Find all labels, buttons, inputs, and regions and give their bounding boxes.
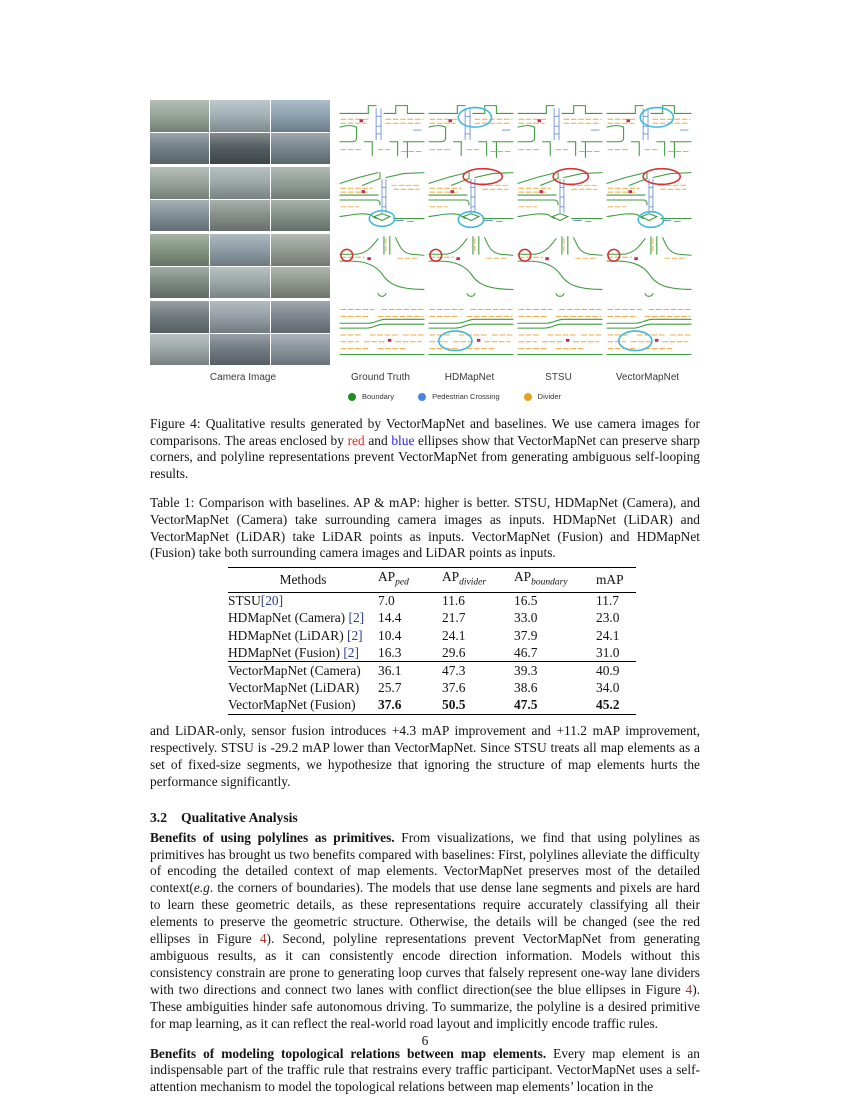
value-cell: 21.7 <box>442 610 466 626</box>
camera-photo <box>210 334 269 366</box>
boundary-dot-icon <box>348 393 356 401</box>
cyan-ellipse-annotation <box>458 108 491 128</box>
citation-link[interactable]: [2] <box>347 627 363 643</box>
section-title: Qualitative Analysis <box>181 809 298 825</box>
value-cell: 46.7 <box>514 644 538 660</box>
header-ap-boundary: $AP_{boundary}$ <box>514 568 568 588</box>
map-panel-ground-truth <box>339 234 425 298</box>
text-segment: ellipses show that VectorMapNet can preserve sharp corners, and polyline representations prevent VectorMapNet from generating ambiguous self-looping results. <box>150 432 700 481</box>
map-panel-vectormapnet <box>606 234 692 298</box>
red-ellipse-annotation <box>430 249 442 261</box>
value-cell: 47.5 <box>514 697 538 713</box>
value-cell: 34.0 <box>596 680 620 696</box>
column-label-vectormapnet: VectorMapNet <box>615 372 680 383</box>
cyan-ellipse-annotation <box>439 331 472 351</box>
body-paragraph-polylines <box>150 830 700 1033</box>
table-caption: Table 1: Comparison with baselines. AP & mAP: higher is better. STSU, HDMapNet (Camera), and VectorMapNet (Camera) take surrounding camera images as inputs. HDMapNet (LiDAR) and VectorMapNet (LiDAR) take LiDAR points as inputs. VectorMapNet (Fusion) and HDMapNet (Fusion) take both surrounding camera images and LiDAR points as inputs. <box>150 495 700 561</box>
ego-marker <box>361 190 365 193</box>
camera-photo <box>150 234 209 266</box>
ego-marker <box>545 257 549 260</box>
text-segment: Benefits of using polylines as primitives. <box>150 829 395 845</box>
value-cell: 10.4 <box>378 627 402 643</box>
text-segment: Every map element is an indispensable part of the traffic rule that restrains every traffic participant. VectorMapNet uses a self-attention mechanism to model the topological relations between map elements’ location in the <box>150 1045 700 1095</box>
value-cell: 14.4 <box>378 610 402 626</box>
text-segment: ). These ambiguities hinder safe autonomous driving. To summarize, the polyline is a desired primitive for map learning, as it can reflect the real-world road layout and implicitly encode traffic rules. <box>150 981 700 1031</box>
method-cell: HDMapNet (LiDAR) [2] <box>228 627 363 643</box>
red-ellipse-annotation <box>643 169 680 185</box>
camera-photo <box>271 301 330 333</box>
map-panel-hdmapnet <box>428 167 514 231</box>
camera-photo <box>210 133 269 165</box>
camera-image-grid <box>150 234 330 298</box>
citation-link[interactable]: [20] <box>260 593 284 609</box>
value-cell: 37.9 <box>514 627 538 643</box>
text-segment: . the corners of boundaries). The models that use dense lane segments and pixels are hard to learn these geometric details, as these representations require accurately classifying all their elements to preserve the geometric structure. Otherwise, the details will be changed (see the red ellipses in Figure <box>150 880 700 947</box>
figure-ref-link[interactable]: 4 <box>259 931 267 947</box>
camera-photo <box>150 167 209 199</box>
figure-caption <box>150 416 700 482</box>
method-cell: HDMapNet (Fusion) [2] <box>228 644 359 660</box>
body-paragraph-topological <box>150 1046 700 1097</box>
camera-photo <box>271 267 330 299</box>
header-methods: Methods <box>279 571 327 587</box>
citation-link[interactable]: [2] <box>343 644 359 660</box>
value-cell: 50.5 <box>442 697 466 713</box>
value-cell: 31.0 <box>596 644 620 660</box>
value-cell: 39.3 <box>514 662 538 678</box>
camera-photo <box>150 100 209 132</box>
value-cell: 38.6 <box>514 680 538 696</box>
camera-photo <box>150 133 209 165</box>
value-cell: 45.2 <box>596 697 620 713</box>
value-cell: 11.6 <box>442 593 465 609</box>
ego-marker <box>477 339 481 342</box>
value-cell: 25.7 <box>378 680 402 696</box>
legend-item <box>348 392 394 401</box>
figure-row <box>150 301 700 365</box>
camera-photo <box>150 200 209 232</box>
figure-column-labels <box>150 372 700 383</box>
figure-row <box>150 167 700 231</box>
figure-4 <box>150 100 700 365</box>
value-cell: 29.6 <box>442 644 466 660</box>
ego-marker <box>627 119 631 122</box>
map-panel-hdmapnet <box>428 234 514 298</box>
camera-photo <box>150 301 209 333</box>
cyan-ellipse-annotation <box>640 108 673 128</box>
header-map: mAP <box>596 571 624 587</box>
section-number: 3.2 <box>150 809 167 825</box>
column-label-stsu: STSU <box>545 372 572 383</box>
text-segment: blue <box>391 432 415 448</box>
value-cell: 47.3 <box>442 662 466 678</box>
text-segment: Figure 4: Qualitative results generated by VectorMapNet and baselines. We use camera images for comparisons. The areas enclosed by <box>150 416 700 448</box>
camera-photo <box>150 334 209 366</box>
value-cell: 11.7 <box>596 593 619 609</box>
map-panel-ground-truth <box>339 167 425 231</box>
page-content <box>150 100 700 1096</box>
text-segment: Benefits of modeling topological relations between map elements. <box>150 1045 547 1061</box>
ego-marker <box>634 257 638 260</box>
citation-link[interactable]: [2] <box>348 610 365 626</box>
value-cell: 40.9 <box>596 662 620 678</box>
value-cell: 23.0 <box>596 610 620 626</box>
map-panel-stsu <box>517 167 603 231</box>
header-ap-ped: $AP_{ped}$ <box>378 568 409 588</box>
figure-row <box>150 234 700 298</box>
value-cell: 24.1 <box>442 627 466 643</box>
figure-ref-link[interactable]: 4 <box>685 981 693 997</box>
comparison-table <box>228 567 636 715</box>
table-row <box>228 610 636 627</box>
section-heading-3-2 <box>150 810 700 826</box>
page-number: 6 <box>421 1033 429 1048</box>
camera-photo <box>271 133 330 165</box>
camera-photo <box>210 301 269 333</box>
cyan-ellipse-annotation <box>619 331 652 351</box>
camera-photo <box>271 334 330 366</box>
text-segment: From visualizations, we find that using polylines as primitives has brought us two benefits compared with baselines: First, polylines alleviate the difficulty of encoding the detailed context of map elements. VectorMapNet preserves most of the detailed context( <box>150 829 700 896</box>
value-cell: 36.1 <box>378 662 402 678</box>
map-panel-ground-truth <box>339 301 425 365</box>
ego-marker <box>449 119 453 122</box>
table-header-row <box>228 567 636 592</box>
figure-row <box>150 100 700 164</box>
map-panel-stsu <box>517 234 603 298</box>
camera-photo <box>271 100 330 132</box>
table-row <box>228 662 636 680</box>
camera-photo <box>210 234 269 266</box>
camera-photo <box>150 267 209 299</box>
map-panel-vectormapnet <box>606 100 692 164</box>
body-paragraph-continuation: and LiDAR-only, sensor fusion introduces +4.3 mAP improvement and +11.2 mAP improvement, respectively. STSU is -29.2 mAP lower than VectorMapNet. Since STSU treats all map elements as a set of fixed-size segments, we hypothesize that ignoring the structure of map elements hurts the performance significantly. <box>150 723 700 789</box>
map-panel-ground-truth <box>339 100 425 164</box>
ego-marker <box>566 339 570 342</box>
camera-image-grid <box>150 100 330 164</box>
camera-photo <box>210 100 269 132</box>
figure-legend <box>348 392 700 401</box>
column-label-camera-image: Camera Image <box>209 372 277 383</box>
table-row <box>228 592 636 610</box>
camera-photo <box>271 200 330 232</box>
camera-image-grid <box>150 167 330 231</box>
text-segment: ). Second, polyline representations prevent VectorMapNet from generating ambiguous results, as it can consistently encode direction information. Models without this consistency constrain are prone to generating loop curves that falsely represent one-way lane dividers with two directions and connect two lanes with conflict direction(see the blue ellipses in Figure <box>150 931 700 997</box>
camera-image-grid <box>150 301 330 365</box>
ego-marker <box>538 119 542 122</box>
pedestrian-crossing-dot-icon <box>418 393 426 401</box>
red-ellipse-annotation <box>341 249 353 261</box>
red-ellipse-annotation <box>519 249 531 261</box>
text-segment: red <box>347 432 365 448</box>
table-row <box>228 680 636 697</box>
value-cell: 7.0 <box>378 593 395 609</box>
value-cell: 33.0 <box>514 610 538 626</box>
value-cell: 37.6 <box>442 680 466 696</box>
ego-marker <box>367 257 371 260</box>
camera-photo <box>210 267 269 299</box>
text-segment: and <box>364 432 392 448</box>
column-label-ground-truth: Ground Truth <box>351 372 410 383</box>
camera-photo <box>271 167 330 199</box>
header-ap-divider: $AP_{divider}$ <box>442 568 487 588</box>
legend-item <box>524 392 561 401</box>
value-cell: 16.3 <box>378 644 402 660</box>
map-panel-hdmapnet <box>428 301 514 365</box>
camera-photo <box>210 167 269 199</box>
ego-marker <box>456 257 460 260</box>
legend-label: Boundary <box>362 392 395 401</box>
map-panel-vectormapnet <box>606 167 692 231</box>
ego-marker <box>360 119 364 122</box>
map-panel-hdmapnet <box>428 100 514 164</box>
ego-marker <box>539 190 543 193</box>
method-cell: STSU[20] <box>228 593 284 609</box>
legend-label: Pedestrian Crossing <box>432 392 500 401</box>
value-cell: 16.5 <box>514 593 538 609</box>
method-cell: VectorMapNet (Fusion) <box>228 697 356 713</box>
value-cell: 37.6 <box>378 697 402 713</box>
text-segment: e.g <box>193 880 210 896</box>
method-cell: VectorMapNet (Camera) <box>228 662 361 678</box>
legend-item <box>418 392 500 401</box>
ego-marker <box>655 339 659 342</box>
ego-marker <box>388 339 392 342</box>
map-panel-stsu <box>517 301 603 365</box>
divider-dot-icon <box>524 393 532 401</box>
table-row <box>228 627 636 644</box>
value-cell: 24.1 <box>596 627 620 643</box>
ego-marker <box>450 190 454 193</box>
map-panel-vectormapnet <box>606 301 692 365</box>
camera-photo <box>210 200 269 232</box>
table-row <box>228 697 636 715</box>
ego-marker <box>628 190 632 193</box>
red-ellipse-annotation <box>608 249 620 261</box>
column-label-hdmapnet: HDMapNet <box>444 372 495 383</box>
camera-photo <box>271 234 330 266</box>
map-panel-stsu <box>517 100 603 164</box>
method-cell: HDMapNet (Camera) [2] <box>228 610 365 626</box>
table-row <box>228 644 636 662</box>
legend-label: Divider <box>537 392 561 401</box>
method-cell: VectorMapNet (LiDAR) <box>228 680 360 696</box>
